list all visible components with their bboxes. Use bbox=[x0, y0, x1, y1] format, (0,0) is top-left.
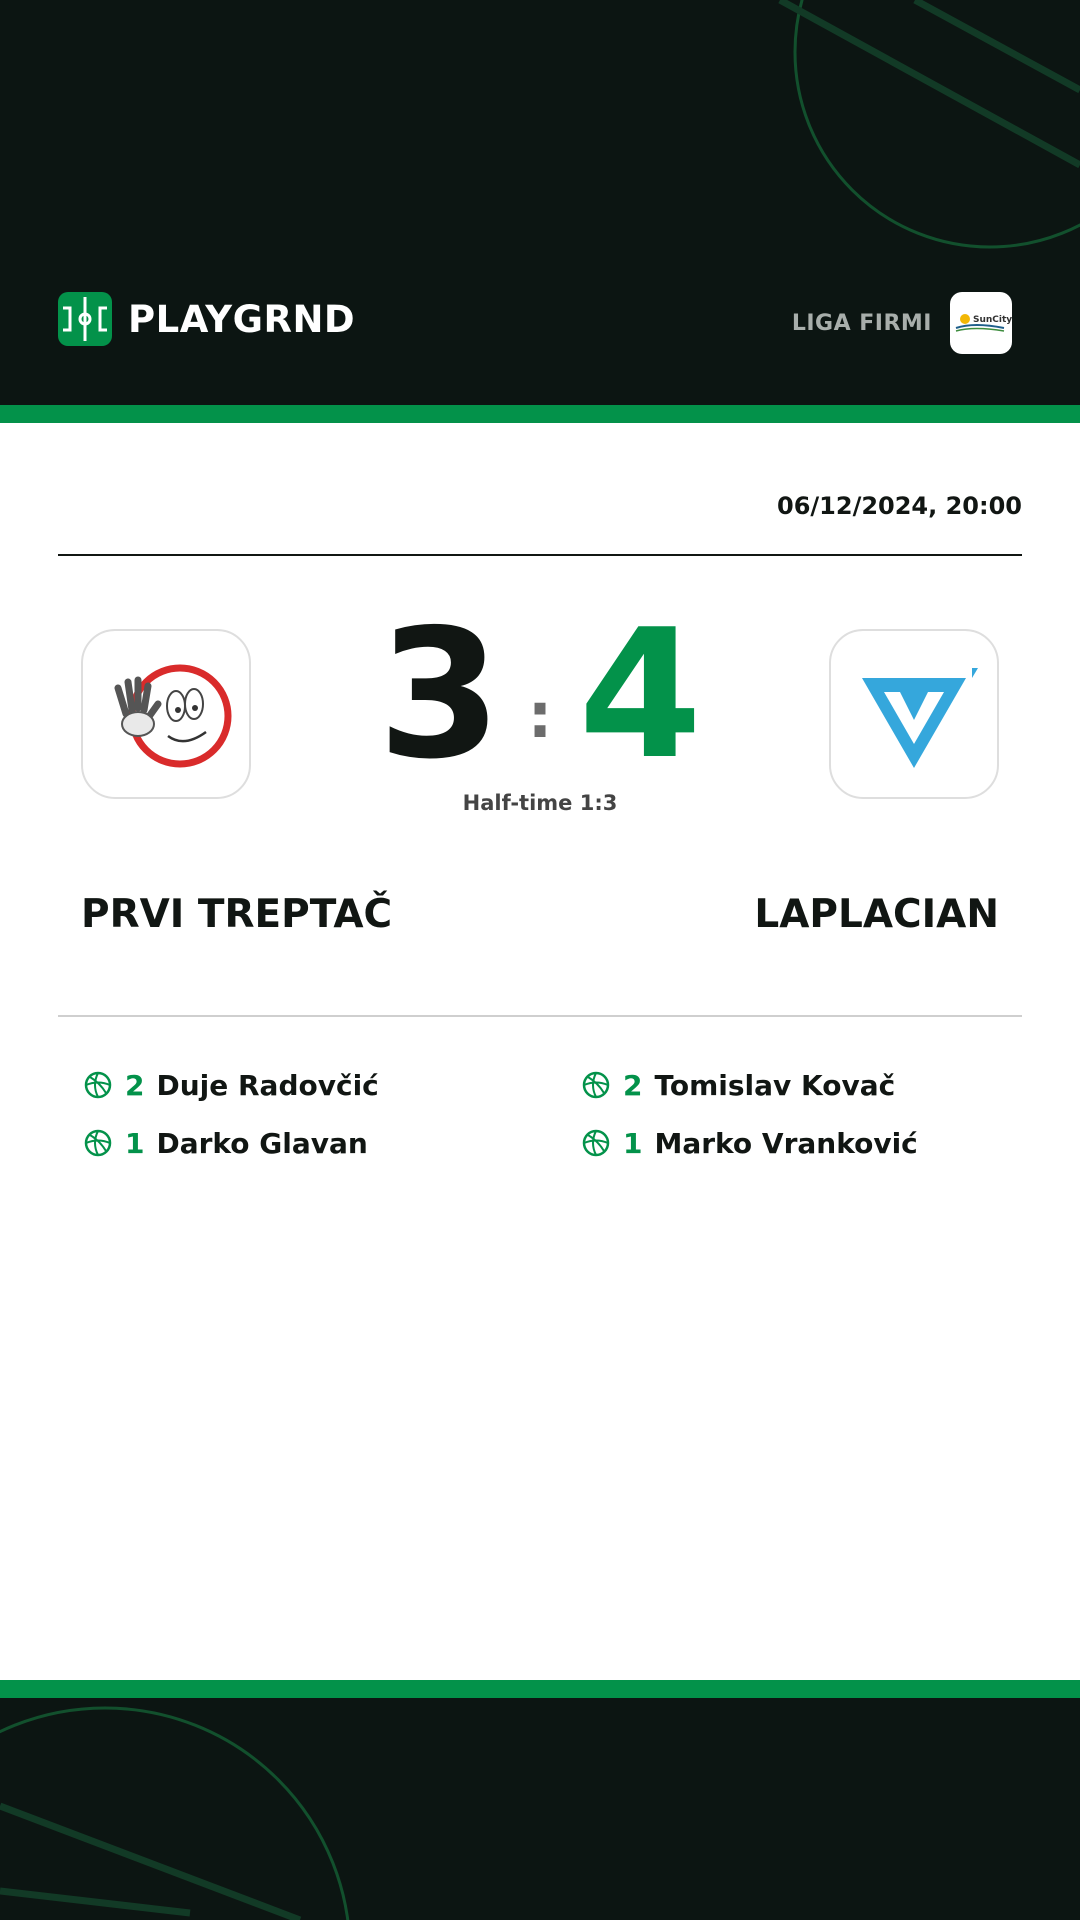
divider bbox=[58, 1015, 1022, 1017]
waving-face-logo bbox=[96, 644, 236, 784]
ball-icon bbox=[83, 1128, 113, 1158]
scorer-row bbox=[83, 1126, 379, 1160]
score-separator: : bbox=[527, 678, 553, 752]
brand[interactable] bbox=[58, 292, 355, 346]
home-scorers bbox=[83, 1068, 379, 1184]
away-team-name: LAPLACIAN bbox=[754, 892, 999, 937]
league bbox=[792, 292, 1012, 354]
halftime-score: Half-time 1:3 bbox=[462, 791, 618, 815]
pitch-icon bbox=[58, 292, 112, 346]
blue-v-logo bbox=[844, 644, 984, 784]
home-team-name: PRVI TREPTAČ bbox=[81, 892, 393, 937]
goal-count: 2 bbox=[623, 1068, 643, 1102]
league-name: LIGA FIRMI bbox=[791, 310, 932, 336]
ball-icon bbox=[581, 1070, 611, 1100]
brand-name: PLAYGRND bbox=[128, 297, 356, 341]
player-name: Duje Radovčić bbox=[156, 1068, 379, 1102]
header bbox=[0, 0, 1080, 405]
sponsor-logo bbox=[950, 292, 1012, 354]
player-name: Tomislav Kovač bbox=[654, 1068, 896, 1102]
goal-count: 1 bbox=[623, 1126, 643, 1160]
match-datetime: 06/12/2024, 20:00 bbox=[777, 492, 1022, 520]
away-scorers bbox=[581, 1068, 918, 1184]
goal-count: 2 bbox=[125, 1068, 145, 1102]
scoreboard bbox=[340, 591, 740, 798]
scorer-row bbox=[581, 1068, 918, 1102]
player-name: Marko Vranković bbox=[654, 1126, 918, 1160]
footer-stripe bbox=[0, 1680, 1080, 1698]
divider bbox=[58, 554, 1022, 556]
away-team-logo[interactable] bbox=[829, 629, 999, 799]
home-score: 3 bbox=[377, 591, 502, 798]
away-score: 4 bbox=[578, 591, 703, 798]
goal-count: 1 bbox=[125, 1126, 145, 1160]
scorer-row bbox=[581, 1126, 918, 1160]
sun-icon bbox=[954, 308, 1013, 338]
pitch-lines-decoration bbox=[0, 1698, 1080, 1920]
scorer-row bbox=[83, 1068, 379, 1102]
home-team-logo[interactable] bbox=[81, 629, 251, 799]
sponsor-logo-text: SunCity bbox=[973, 315, 1013, 325]
footer bbox=[0, 1698, 1080, 1920]
ball-icon bbox=[581, 1128, 611, 1158]
player-name: Darko Glavan bbox=[156, 1126, 368, 1160]
ball-icon bbox=[83, 1070, 113, 1100]
header-stripe bbox=[0, 405, 1080, 423]
